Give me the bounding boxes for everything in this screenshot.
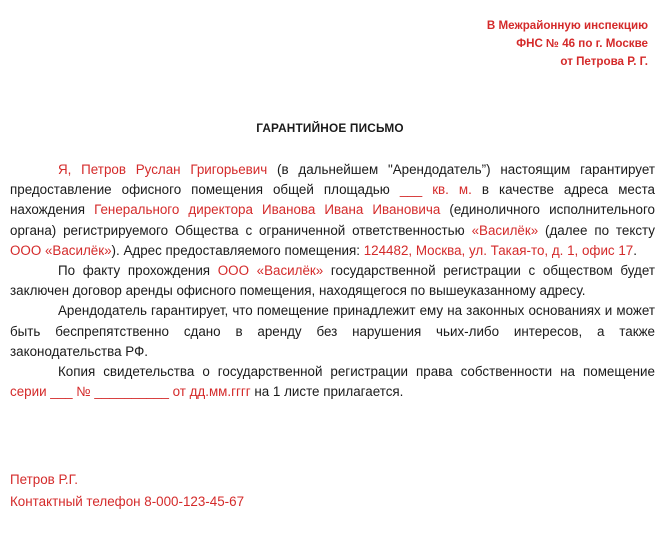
signature-block [10,469,244,513]
company-short-name: ООО «Василёк» [10,242,112,258]
landlord-name: Я, Петров Руслан Григорьевич [58,162,268,177]
paragraph-1 [10,160,655,261]
p1-text-5: ). Адрес предоставляемого помещения: [111,242,364,258]
addressee-line-1: В Межрайонную инспекцию [486,19,648,32]
contact-phone: Контактный телефон 8-000-123-45-67 [10,494,245,509]
p1-text-6: . [633,242,637,258]
paragraph-4 [10,362,655,402]
p1-text-3: (единоличного исполнительного органа) регистрируемого Общества с ограниченной ответственностью [10,202,656,238]
director-name: Генерального директора Иванова Ивана Ивановича [94,202,441,218]
p4-text-1: Копия свидетельства о государственной регистрации права собственности на помещение [58,364,655,380]
p1-text-4: (далее по тексту [538,222,655,238]
signer-name: Петров Р.Г. [10,472,78,487]
p1-text-1: (в дальнейшем "Арендодатель”) настоящим гарантирует предоставление офисного помещения общей площадью [10,162,655,198]
document-title: ГАРАНТИЙНОЕ ПИСЬМО [256,121,404,135]
p2-text-2: государственной регистрации с обществом будет заключен договор аренды офисного помещения, находящегося по вышеуказанному адресу. [10,263,655,299]
letter-body [10,160,655,402]
company-short-name-2: ООО «Василёк» [217,263,324,279]
addressee-line-2: ФНС № 46 по г. Москве [516,37,648,50]
certificate-series: серии ___ № __________ от дд.мм.гггг [10,384,251,400]
addressee-block [487,17,648,71]
paragraph-3: Арендодатель гарантирует, что помещение принадлежит ему на законных основаниях и может быть беспрепятственно сдано в аренду без нарушения чьих-либо интересов, а также законодательства РФ. [10,303,655,359]
company-name: «Василёк» [471,222,539,238]
p1-text-2: в качестве адреса места нахождения [10,182,656,218]
p4-text-2: на 1 листе прилагается. [250,384,404,400]
area-field: ___ кв. м. [399,182,472,198]
addressee-line-3: от Петрова Р. Г. [560,55,648,68]
paragraph-2 [10,261,655,301]
p2-text-1: По факту прохождения [58,263,218,279]
premises-address: 124482, Москва, ул. Такая-то, д. 1, офис 17 [363,242,634,258]
